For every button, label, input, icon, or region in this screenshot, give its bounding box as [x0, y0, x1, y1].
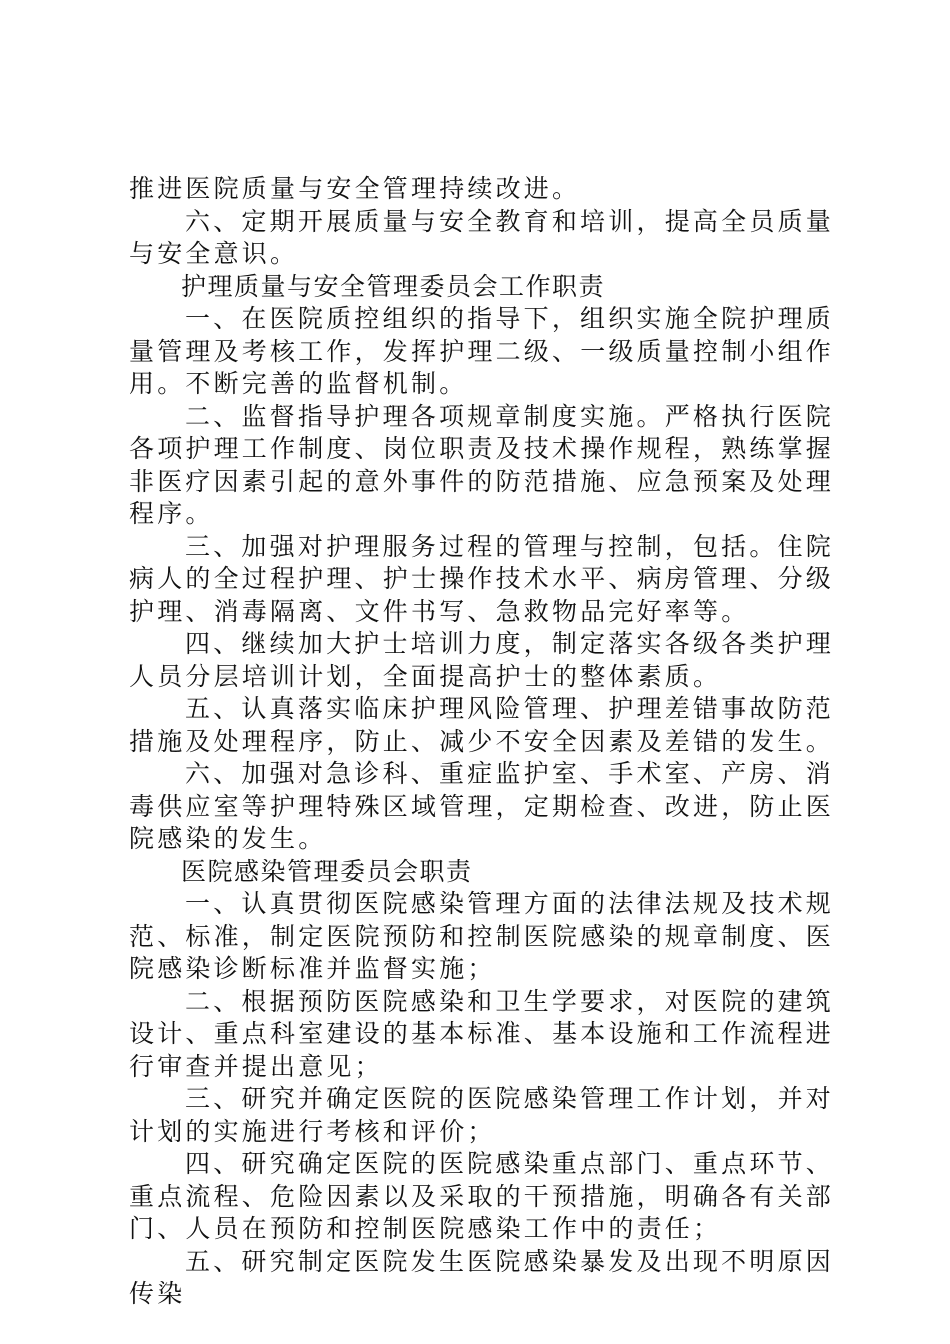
- paragraph-item-5-infection: 五、研究制定医院发生医院感染暴发及出现不明原因传染: [129, 1246, 834, 1308]
- document-body: [129, 173, 834, 1311]
- paragraph-item-3-infection: 三、研究并确定医院的医院感染管理工作计划，并对计划的实施进行考核和评价；: [129, 1084, 834, 1146]
- section-heading-nursing-quality: 护理质量与安全管理委员会工作职责: [181, 271, 606, 301]
- paragraph-item-1-nursing: 一、在医院质控组织的指导下，组织实施全院护理质量管理及考核工作，发挥护理二级、一级质量控制小组作用。不断完善的监督机制。: [129, 304, 835, 398]
- paragraph-item-2-nursing: 二、监督指导护理各项规章制度实施。严格执行医院各项护理工作制度、岗位职责及技术操作规程，熟练掌握非医疗因素引起的意外事件的防范措施、应急预案及处理程序。: [129, 401, 835, 528]
- paragraph-item-2-infection: 二、根据预防医院感染和卫生学要求，对医院的建筑设计、重点科室建设的基本标准、基本设施和工作流程进行审查并提出意见；: [129, 986, 835, 1081]
- paragraph-item-4-infection: 四、研究确定医院的医院感染重点部门、重点环节、重点流程、危险因素以及采取的干预措施，明确各有关部门、人员在预防和控制医院感染工作中的责任；: [129, 1149, 835, 1243]
- paragraph-item-6-training: 六、定期开展质量与安全教育和培训，提高全员质量与安全意识。: [129, 206, 834, 268]
- paragraph-item-4-nursing: 四、继续加大护士培训力度，制定落实各级各类护理人员分层培训计划，全面提高护士的整体素质。: [129, 629, 834, 691]
- section-heading-infection-control: 医院感染管理委员会职责: [181, 856, 473, 886]
- paragraph-item-5-nursing: 五、认真落实临床护理风险管理、护理差错事故防范措施及处理程序，防止、减少不安全因素及差错的发生。: [129, 694, 835, 756]
- paragraph-item-1-infection: 一、认真贯彻医院感染管理方面的法律法规及技术规范、标准，制定医院预防和控制医院感染的规章制度、医院感染诊断标准并监督实施；: [129, 889, 835, 983]
- paragraph-continuation: 推进医院质量与安全管理持续改进。: [129, 174, 581, 203]
- paragraph-item-6-nursing: 六、加强对急诊科、重症监护室、手术室、产房、消毒供应室等护理特殊区域管理，定期检查、改进，防止医院感染的发生。: [129, 759, 835, 853]
- paragraph-item-3-nursing: 三、加强对护理服务过程的管理与控制，包括。住院病人的全过程护理、护士操作技术水平、病房管理、分级护理、消毒隔离、文件书写、急救物品完好率等。: [129, 531, 835, 626]
